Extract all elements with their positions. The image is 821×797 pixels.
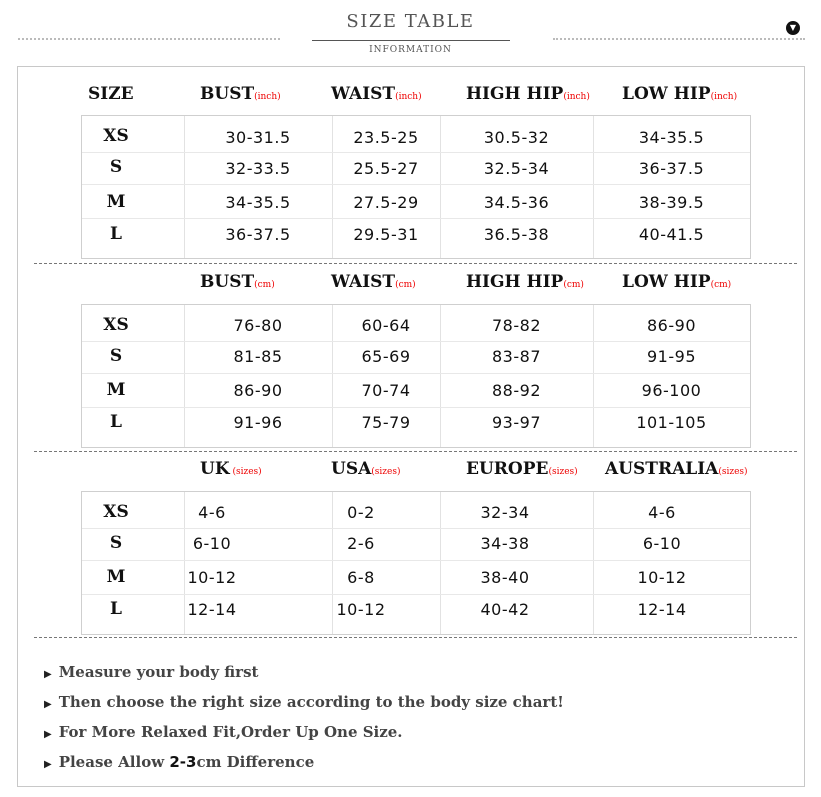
high-hip-value: 32.5-34 <box>483 159 550 178</box>
note-text-suffix: cm Difference <box>196 753 315 771</box>
bust-value: 76-80 <box>233 316 283 335</box>
size-label: L <box>110 599 122 619</box>
size-label: S <box>109 533 123 553</box>
col-name: AUSTRALIA <box>605 459 719 479</box>
uk-value: 6-10 <box>192 534 232 553</box>
australia-value: 4-6 <box>648 503 676 522</box>
col-unit: (cm) <box>254 280 275 290</box>
low-hip-value: 91-95 <box>647 347 696 366</box>
high-hip-value: 83-87 <box>492 347 541 366</box>
note-item <box>44 720 564 750</box>
europe-value: 38-40 <box>480 568 530 587</box>
row-divider <box>82 341 750 342</box>
col-unit: (inch) <box>254 92 281 102</box>
size-label: M <box>106 567 126 587</box>
note-text-prefix: Please Allow <box>58 753 170 771</box>
size-label: XS <box>103 126 129 146</box>
col-name: WAIST <box>331 84 396 104</box>
australia-value: 12-14 <box>637 600 687 619</box>
usa-value: 10-12 <box>336 600 386 619</box>
uk-value: 10-12 <box>187 568 237 587</box>
intl-col-australia <box>605 459 748 479</box>
col-unit: (inch) <box>395 92 422 102</box>
col-name: UK <box>200 459 230 479</box>
cm-col-waist <box>331 272 416 292</box>
high-hip-value: 88-92 <box>492 381 541 400</box>
waist-value: 70-74 <box>361 381 411 400</box>
col-unit: (inch) <box>563 92 590 102</box>
col-unit: (sizes) <box>548 467 578 477</box>
note-text: Measure your body first <box>58 663 259 681</box>
row-divider <box>82 528 750 529</box>
europe-value: 32-34 <box>480 503 530 522</box>
size-column-label: SIZE <box>88 84 134 104</box>
col-unit: (sizes) <box>229 467 262 477</box>
waist-value: 27.5-29 <box>353 193 419 212</box>
waist-value: 75-79 <box>361 413 411 432</box>
high-hip-value: 36.5-38 <box>483 225 550 244</box>
row-divider <box>82 184 750 185</box>
note-text: For More Relaxed Fit,Order Up One Size. <box>58 723 403 741</box>
col-name: LOW HIP <box>622 84 711 104</box>
page-title: SIZE TABLE <box>346 11 475 32</box>
col-name: BUST <box>200 272 255 292</box>
high-hip-value: 78-82 <box>492 316 541 335</box>
down-arrow-badge-icon: ▼ <box>786 21 800 35</box>
page-header <box>0 0 821 62</box>
bust-value: 36-37.5 <box>225 225 291 244</box>
bust-value: 81-85 <box>233 347 283 366</box>
intl-header-row <box>0 459 821 489</box>
triangle-bullet-icon: ▶ <box>44 729 52 740</box>
size-label: XS <box>103 315 129 335</box>
waist-value: 60-64 <box>361 316 411 335</box>
size-label: XS <box>103 502 129 522</box>
row-divider <box>82 373 750 374</box>
col-unit: (cm) <box>395 280 416 290</box>
inch-header-row <box>0 84 821 114</box>
row-divider <box>82 152 750 153</box>
australia-value: 6-10 <box>642 534 682 553</box>
section-separator <box>34 263 797 264</box>
header-divider-line <box>312 40 510 41</box>
usa-value: 6-8 <box>347 568 375 587</box>
high-hip-value: 30.5-32 <box>483 128 550 147</box>
intl-col-uk <box>200 459 262 479</box>
cm-size-table <box>81 304 751 448</box>
col-name: USA <box>331 459 372 479</box>
size-label: S <box>109 157 123 177</box>
col-unit: (sizes) <box>718 467 748 477</box>
col-name: LOW HIP <box>622 272 711 292</box>
col-name: BUST <box>200 84 255 104</box>
intl-col-europe <box>466 459 578 479</box>
australia-value: 10-12 <box>637 568 687 587</box>
waist-value: 25.5-27 <box>353 159 419 178</box>
usa-value: 0-2 <box>347 503 375 522</box>
section-separator <box>34 637 797 638</box>
col-unit: (cm) <box>710 280 732 290</box>
header-dotted-line-left <box>18 38 280 40</box>
low-hip-value: 96-100 <box>641 381 702 400</box>
low-hip-value: 38-39.5 <box>638 193 705 212</box>
size-label: M <box>106 380 126 400</box>
notes-list <box>44 660 564 780</box>
note-item <box>44 750 564 780</box>
low-hip-value: 101-105 <box>636 413 707 432</box>
note-highlight-value: 2-3 <box>169 753 197 771</box>
size-label: L <box>110 224 122 244</box>
waist-value: 65-69 <box>361 347 411 366</box>
row-divider <box>82 218 750 219</box>
bust-value: 91-96 <box>233 413 283 432</box>
intl-size-table <box>81 491 751 635</box>
col-name: WAIST <box>331 272 396 292</box>
triangle-bullet-icon: ▶ <box>44 669 52 680</box>
bust-value: 86-90 <box>233 381 283 400</box>
inch-size-table <box>81 115 751 259</box>
europe-value: 34-38 <box>480 534 530 553</box>
col-name: HIGH HIP <box>466 84 564 104</box>
col-unit: (cm) <box>563 280 584 290</box>
cm-col-bust <box>200 272 275 292</box>
size-label: M <box>106 192 126 212</box>
low-hip-value: 34-35.5 <box>638 128 705 147</box>
cm-col-low-hip <box>622 272 731 292</box>
note-item <box>44 690 564 720</box>
waist-value: 29.5-31 <box>353 225 419 244</box>
col-name: HIGH HIP <box>466 272 564 292</box>
intl-col-usa <box>331 459 401 479</box>
inch-col-high-hip <box>466 84 590 104</box>
waist-value: 23.5-25 <box>353 128 419 147</box>
size-label: L <box>110 412 122 432</box>
cm-header-row <box>0 272 821 302</box>
section-separator <box>34 451 797 452</box>
note-text: Then choose the right size according to the body size chart! <box>58 693 564 711</box>
col-unit: (inch) <box>710 92 738 102</box>
inch-col-bust <box>200 84 281 104</box>
size-label: S <box>109 346 123 366</box>
low-hip-value: 36-37.5 <box>638 159 705 178</box>
inch-col-waist <box>331 84 422 104</box>
inch-col-low-hip <box>622 84 737 104</box>
usa-value: 2-6 <box>347 534 375 553</box>
row-divider <box>82 594 750 595</box>
bust-value: 32-33.5 <box>225 159 291 178</box>
high-hip-value: 34.5-36 <box>483 193 550 212</box>
cm-col-high-hip <box>466 272 584 292</box>
triangle-bullet-icon: ▶ <box>44 759 52 770</box>
high-hip-value: 93-97 <box>492 413 541 432</box>
europe-value: 40-42 <box>480 600 530 619</box>
uk-value: 12-14 <box>187 600 237 619</box>
bust-value: 34-35.5 <box>225 193 291 212</box>
row-divider <box>82 560 750 561</box>
col-unit: (sizes) <box>371 467 401 477</box>
col-name: EUROPE <box>466 459 549 479</box>
low-hip-value: 86-90 <box>647 316 696 335</box>
triangle-bullet-icon: ▶ <box>44 699 52 710</box>
row-divider <box>82 407 750 408</box>
header-dotted-line-right <box>553 38 805 40</box>
page-subtitle: INFORMATION <box>369 45 452 55</box>
uk-value: 4-6 <box>198 503 226 522</box>
bust-value: 30-31.5 <box>225 128 291 147</box>
low-hip-value: 40-41.5 <box>638 225 705 244</box>
note-item <box>44 660 564 690</box>
